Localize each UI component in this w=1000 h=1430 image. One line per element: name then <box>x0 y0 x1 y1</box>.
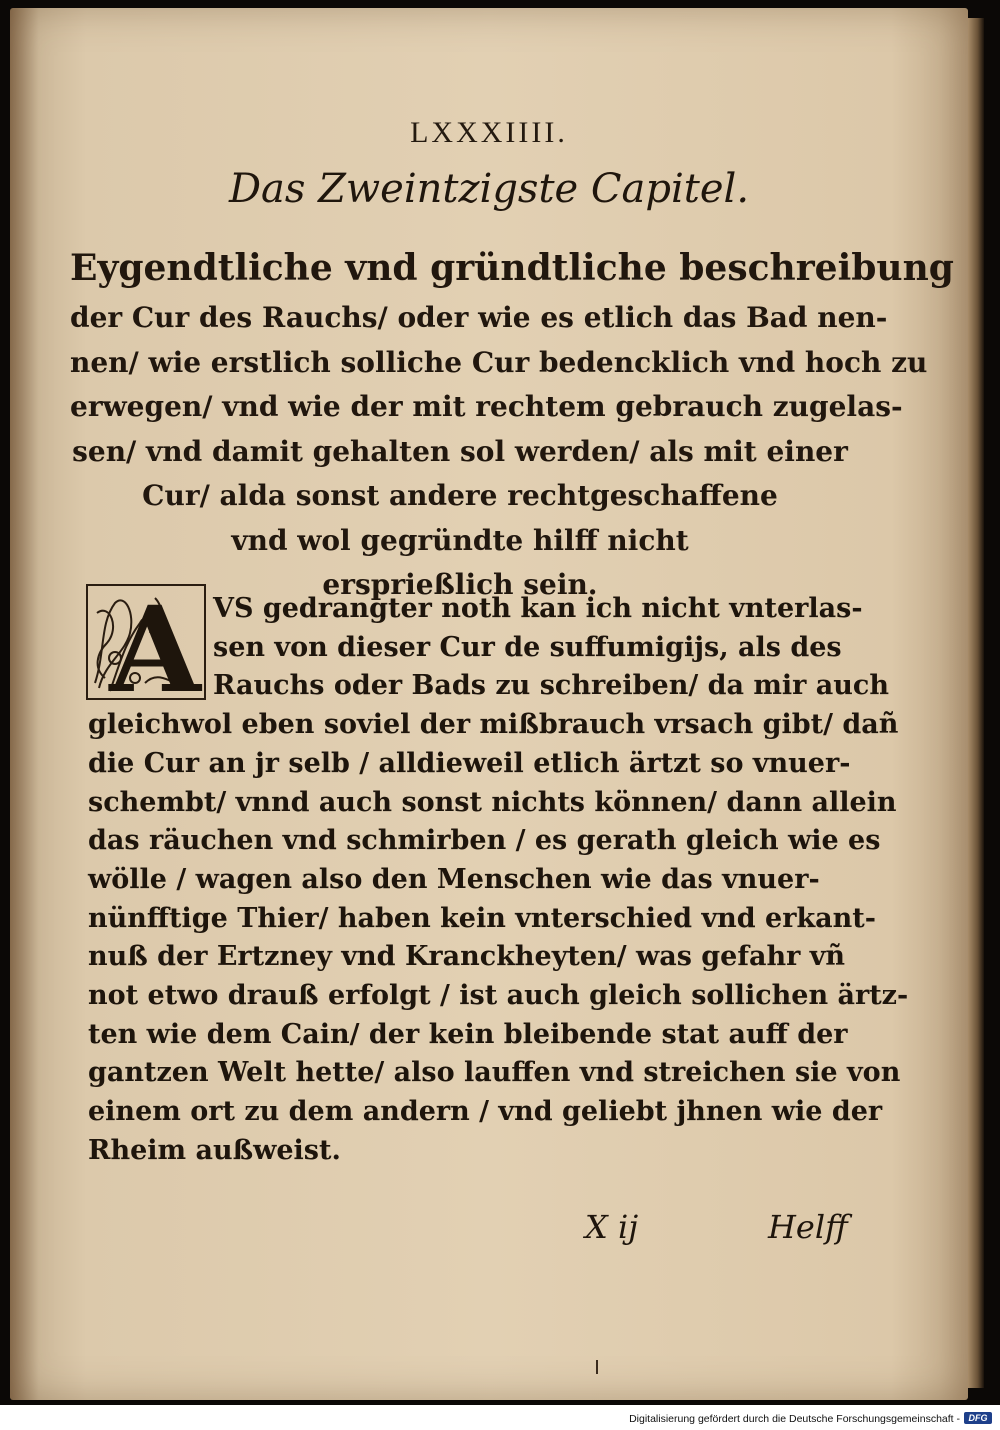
body-line: Rheim außweist. <box>88 1134 341 1166</box>
body-line: schembt/ vnnd auch sonst nichts können/ dann allein <box>88 786 897 818</box>
body-paragraph <box>88 590 909 1171</box>
heading-line: ersprießlich sein. <box>322 568 598 601</box>
body-line: nuß der Ertzney vnd Kranckheyten/ was gefahr vñ <box>88 941 846 973</box>
heading-line: vnd wol gegründte hilff nicht <box>231 523 689 557</box>
footer-bar <box>0 1405 1000 1430</box>
body-line: not etwo drauß erfolgt / ist auch gleich sollichen ärtz- <box>88 980 909 1012</box>
body-line: wölle / wagen also den Menschen wie das vnuer- <box>88 863 820 895</box>
initial-letter: A <box>109 583 201 701</box>
heading-line: nen/ wie erstlich solliche Cur bedencklich vnd hoch zu <box>70 345 928 379</box>
body-line: das räuchen vnd schmirben / es gerath gleich wie es <box>88 825 881 857</box>
chapter-title: Das Zweintzigste Capitel. <box>228 166 750 212</box>
body-line: Rauchs oder Bads zu schreiben/ da mir auch <box>213 670 890 702</box>
heading-line: Cur/ alda sonst andere rechtgeschaffene <box>142 479 778 512</box>
body-line: einem ort zu dem andern / vnd geliebt jhnen wie der <box>88 1096 883 1128</box>
heading-line: erwegen/ vnd wie der mit rechtem gebrauch zugelas- <box>70 390 903 423</box>
body-line: VS gedrangter noth kan ich nicht vnterlas- <box>213 593 863 624</box>
heading-line: sen/ vnd damit gehalten sol werden/ als mit einer <box>72 434 848 468</box>
heading-line: Eygendtliche vnd gründtliche beschreibung <box>70 247 954 289</box>
chapter-heading <box>70 240 954 608</box>
dfg-logo-icon: DFG <box>964 1412 992 1424</box>
book-page <box>10 8 968 1400</box>
body-line: gantzen Welt hette/ also lauffen vnd streichen sie von <box>88 1057 901 1089</box>
catch-line <box>10 1208 968 1258</box>
body-line: nünfftige Thier/ haben kein vnterschied vnd erkant- <box>88 902 876 934</box>
signature-mark: X ij <box>585 1208 639 1246</box>
body-line: ten wie dem Cain/ der kein bleibende stat auff der <box>88 1018 848 1050</box>
folio-number: LXXXIIII. <box>410 116 568 149</box>
body-line: die Cur an jr selb / alldieweil etlich ärtzt so vnuer- <box>88 747 851 779</box>
body-line: sen von dieser Cur de suffumigijs, als des <box>213 631 842 663</box>
body-line: gleichwol eben soviel der mißbrauch vrsach gibt/ dañ <box>88 709 899 741</box>
funding-credit: Digitalisierung gefördert durch die Deutsche Forschungsgemeinschaft - <box>629 1413 960 1425</box>
catchword: Helff <box>768 1208 848 1246</box>
page-mark <box>596 1360 598 1374</box>
page-edge <box>968 18 984 1388</box>
heading-line: der Cur des Rauchs/ oder wie es etlich das Bad nen- <box>70 301 888 334</box>
